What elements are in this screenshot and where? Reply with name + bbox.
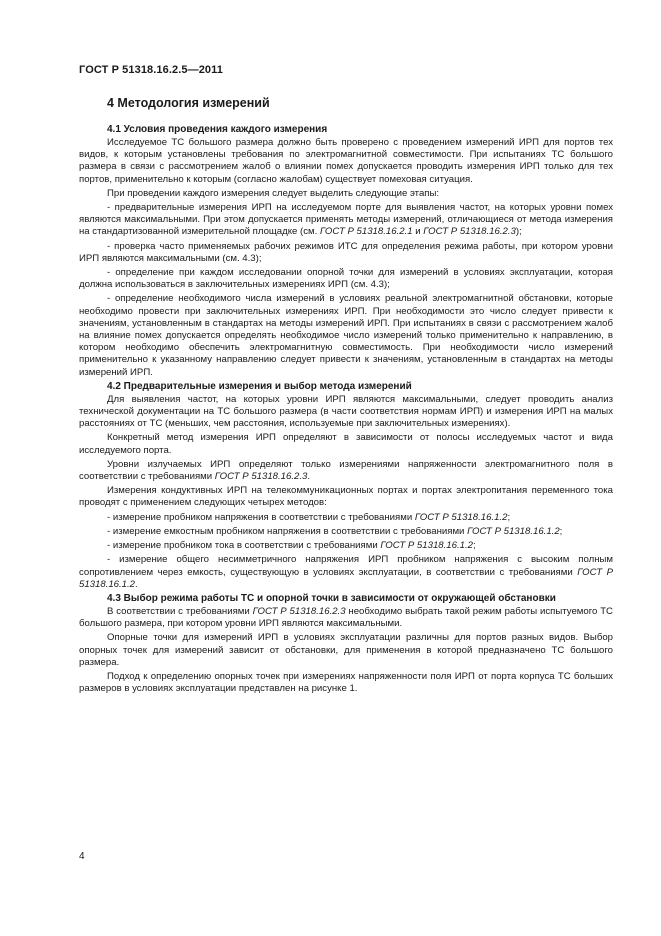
standard-reference: ГОСТ Р 51318.16.1.2 [79, 566, 613, 590]
standard-reference: ГОСТ Р 51318.16.2.3 [423, 226, 516, 238]
paragraph: - определение при каждом исследовании опорной точки для измерений в условиях эксплуатации, которая должна использоваться в заключительных измерениях ИРП (см. 4.3); [79, 267, 613, 291]
paragraph: - измерение пробником напряжения в соответствии с требованиями ГОСТ Р 51318.16.1.2; [107, 511, 511, 523]
paragraph: Опорные точки для измерений ИРП в условиях эксплуатации различны для портов разных видов. Выбор опорных точек для измерений зависит от обстановки, для применения в которой предназначено ТС большого размера. [79, 632, 613, 668]
document-body [79, 96, 613, 697]
paragraph: В соответствии с требованиями ГОСТ Р 51318.16.2.3 необходимо выбрать такой режим работы испытуемого ТС большого размера, при котором уровни ИРП являются максимальными. [79, 605, 613, 630]
document-header: ГОСТ Р 51318.16.2.5—2011 [79, 64, 223, 76]
page-number: 4 [79, 851, 85, 862]
paragraph: Исследуемое ТС большого размера должно быть проверено с проведением измерений ИРП для портов тех видов, к которым установлены требования по электромагнитной совместимости. При испытаниях ТС большого размера в связи с рассмотрением жалоб о влиянии помех допускается проводить измерения ИРП только для тех портов, применительно к которым (согласно жалобам) существует помеховая ситуация. [79, 137, 613, 185]
standard-reference: ГОСТ Р 51318.16.1.2 [414, 511, 508, 523]
standard-reference: ГОСТ Р 51318.16.2.3 [214, 471, 308, 483]
paragraph: - измерение емкостным пробником напряжения в соответствии с требованиями ГОСТ Р 51318.16.1.2; [107, 525, 563, 537]
subsection-4-3-title: 4.3 Выбор режима работы ТС и опорной точки в зависимости от окружающей обстановки [107, 592, 556, 604]
paragraph: При проведении каждого измерения следует выделить следующие этапы: [107, 187, 440, 199]
paragraph: - измерение пробником тока в соответствии с требованиями ГОСТ Р 51318.16.1.2; [107, 540, 476, 552]
paragraph: - измерение общего несимметричного напряжения ИРП пробником напряжения с высоким полным сопротивлением через емкость, существующую в условиях эксплуатации, в соответствии с требованиями ГОСТ Р 51318.16.1.2. [79, 554, 613, 590]
section-title: 4 Методология измерений [107, 96, 270, 110]
standard-reference: ГОСТ Р 51318.16.1.2 [467, 525, 560, 537]
paragraph: Измерения кондуктивных ИРП на телекоммуникационных портах и портах электропитания переменного тока проводят с применением следующих четырех методов: [79, 485, 613, 509]
paragraph: Для выявления частот, на которых уровни ИРП являются максимальными, следует проводить анализ технической документации на ТС большого размера (в части соответствия нормам ИРП) и измерения ИРП на малых расстояниях от ТС (меньших, чем расстояния, используемые при заключительных измерениях). [79, 393, 613, 430]
standard-reference: ГОСТ Р 51318.16.1.2 [380, 540, 473, 552]
subsection-4-2-title: 4.2 Предварительные измерения и выбор метода измерений [107, 380, 412, 392]
standard-reference: ГОСТ Р 51318.16.2.3 [252, 605, 346, 617]
subsection-4-1-title: 4.1 Условия проведения каждого измерения [107, 124, 328, 135]
standard-reference: ГОСТ Р 51318.16.2.1 [319, 226, 413, 238]
paragraph: - предварительные измерения ИРП на исследуемом порте для выявления частот, на которых уровни помех являются максимальными. При этом допускается применять методы измерений, отличающиеся от метода измерения на стандартизованной измерительной площадке (см. ГОСТ Р 51318.16.2.1 и ГОСТ Р 51318.16.2.3); [79, 202, 613, 238]
paragraph: - определение необходимого числа измерений в условиях реальной электромагнитной обстановки, которые необходимо провести при заключительных измерениях ИРП. При необходимости это число следует привести к значениям, установленным в стандартах на методы измерений ИРП. При испытаниях в связи с рассмотрением жалоб на влияние помех допускается определять необходимое число измерений только применительно к направлению, в котором необходимо обеспечить электромагнитную совместимость. При необходимости число измерений применительно к указанному направлению следует привести к значениям, установленным в стандартах на методы измерений ИРП. [79, 293, 613, 378]
paragraph: Подход к определению опорных точек при измерениях напряженности поля ИРП от порта корпуса ТС больших размеров в условиях эксплуатации представлен на рисунке 1. [79, 670, 613, 695]
paragraph: Уровни излучаемых ИРП определяют только измерениями напряженности электромагнитного поля в соответствии с требованиями ГОСТ Р 51318.16.2.3. [79, 458, 613, 483]
paragraph: Конкретный метод измерения ИРП определяют в зависимости от полосы исследуемых частот и вида исследуемого порта. [79, 432, 613, 456]
paragraph: - проверка часто применяемых рабочих режимов ИТС для определения режима работы, при котором уровни ИРП являются максимальными (см. 4.3); [79, 240, 613, 264]
